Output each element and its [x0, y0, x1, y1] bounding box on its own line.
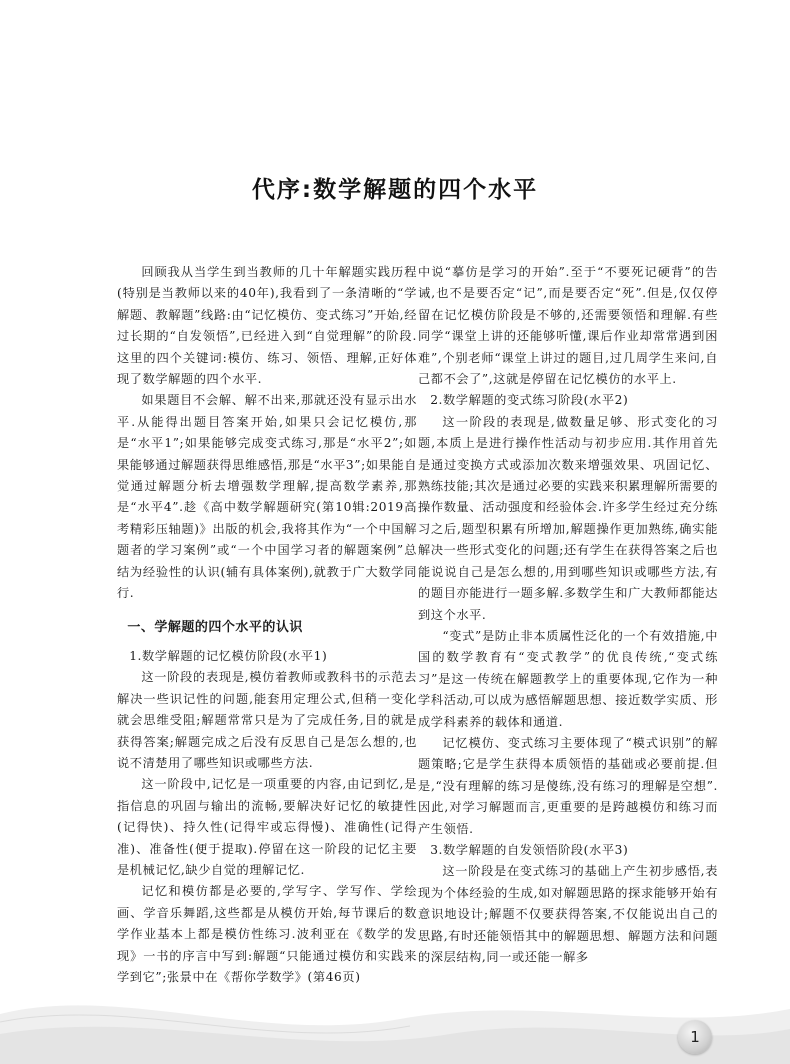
subsection-heading: 1.数学解题的记忆模仿阶段(水平1) [129, 648, 328, 663]
paragraph: 回顾我从当学生到当教师的几十年解题实践历程(特别是当教师以来的40年),我看到了一条清晰的“学解题、教解题”线路:由“记忆模仿、变式练习”开始,经过长期的“自发领悟”,已经进入到“自觉理解”的阶段.这里的四个关键词:模仿、练习、领悟、理解,正好体现了数学解题的四个水平. [117, 265, 417, 387]
page-number: 1 [678, 1020, 712, 1054]
paragraph: 中说“摹仿是学习的开始”.至于“不要死记硬背”的告诫,也不是要否定“记”,而是要否定“死”.但是,仅仅停留在记忆模仿阶段是不够的,还需要领悟和理解.有些同学“课堂上讲的还能够听懂,课后作业却常常遇到困难”,个别老师“课堂上讲过的题目,过几周学生来问,自己都不会了”,这就是停留在记忆模仿的水平上. [418, 265, 718, 387]
left-column [117, 262, 417, 988]
paragraph: 这一阶段是在变式练习的基础上产生初步感悟,表现为个体经验的生成,如对解题思路的探求能够开始有意识地设计;解题不仅要获得答案,不仅能说出自己的思路,有时还能领悟其中的解题思想、解题方法和问题的深层结构,同一或还能一解多 [418, 864, 718, 964]
paragraph: 这一阶段的表现是,模仿着教师或教科书的示范去解决一些识记性的问题,能套用定理公式,但稍一变化就会思维受阻;解题常常只是为了完成任务,目的就是获得答案;解题完成之后没有反思自己是怎么想的,也说不清楚用了哪些知识或哪些方法. [117, 670, 417, 770]
paragraph: 这一阶段的表现是,做数量足够、形式变化的习题,本质上是进行操作性活动与初步应用.其作用首先是通过变换方式或添加次数来增强效果、巩固记忆、熟练技能;其次是通过必要的实践来积累理解所需要的操作数量、活动强度和经验体会.许多学生经过充分练习之后,题型积累有所增加,解题操作更加熟练,确实能解决一些形式变化的问题;还有学生在获得答案之后也能说说自己是怎么想的,用到哪些知识或哪些方法,有的题目亦能进行一题多解.多数学生和广大教师都能达到这个水平. [418, 414, 718, 622]
paragraph: 这一阶段中,记忆是一项重要的内容,由记到忆,是指信息的巩固与输出的流畅,要解决好记忆的敏捷性(记得快)、持久性(记得牢或忘得慢)、准确性(记得准)、准备性(便于提取).停留在这一阶段的记忆主要是机械记忆,缺少自觉的理解记忆. [117, 777, 417, 877]
subsection-heading: 3.数学解题的自发领悟阶段(水平3) [430, 842, 629, 857]
section-heading: 一、学解题的四个水平的认识 [127, 619, 303, 635]
footer-wave-decoration [0, 974, 790, 1064]
paragraph: “变式”是防止非本质属性泛化的一个有效措施,中国的数学教育有“变式教学”的优良传统,“变式练习”是这一传统在解题教学上的重要体现,它作为一种学科活动,可以成为感悟解题思想、接近数学实质、形成学科素养的载体和通道. [418, 628, 718, 729]
subsection-heading: 2.数学解题的变式练习阶段(水平2) [430, 393, 629, 408]
paragraph: 记忆和模仿都是必要的,学写字、学写作、学绘画、学音乐舞蹈,这些都是从模仿开始,每节课后的数学作业基本上都是模仿性练习.波利亚在《数学的发现》一书的序言中写到:解题“只能通过模仿和实践来学到它”;张景中在《帮你学数学》(第46页) [117, 884, 417, 984]
paragraph: 如果题目不会解、解不出来,那就还没有显示出水平.从能得出题目答案开始,如果只会记忆模仿,那是“水平1”;如果能够完成变式练习,那是“水平2”;如果能够通过解题获得思维感悟,那是“水平3”;如果能自觉通过解题分析去增强数学理解,提高数学素养,那是“水平4”.趁《高中数学解题研究(第10辑:2019高考精彩压轴题)》出版的机会,我将其作为“一个中国解题者的学习案例”或“一个中国学习者的解题案例”总结为经验性的认识(辅有具体案例),就教于广大数学同行. [117, 393, 417, 601]
paragraph: 记忆模仿、变式练习主要体现了“模式识别”的解题策略;它是学生获得本质领悟的基础或必要前提.但是,“没有理解的练习是傻练,没有练习的理解是空想”.因此,对学习解题而言,更重要的是跨越模仿和练习而产生领悟. [418, 735, 718, 836]
right-column [418, 262, 718, 968]
page-title: 代序:数学解题的四个水平 [251, 177, 539, 203]
